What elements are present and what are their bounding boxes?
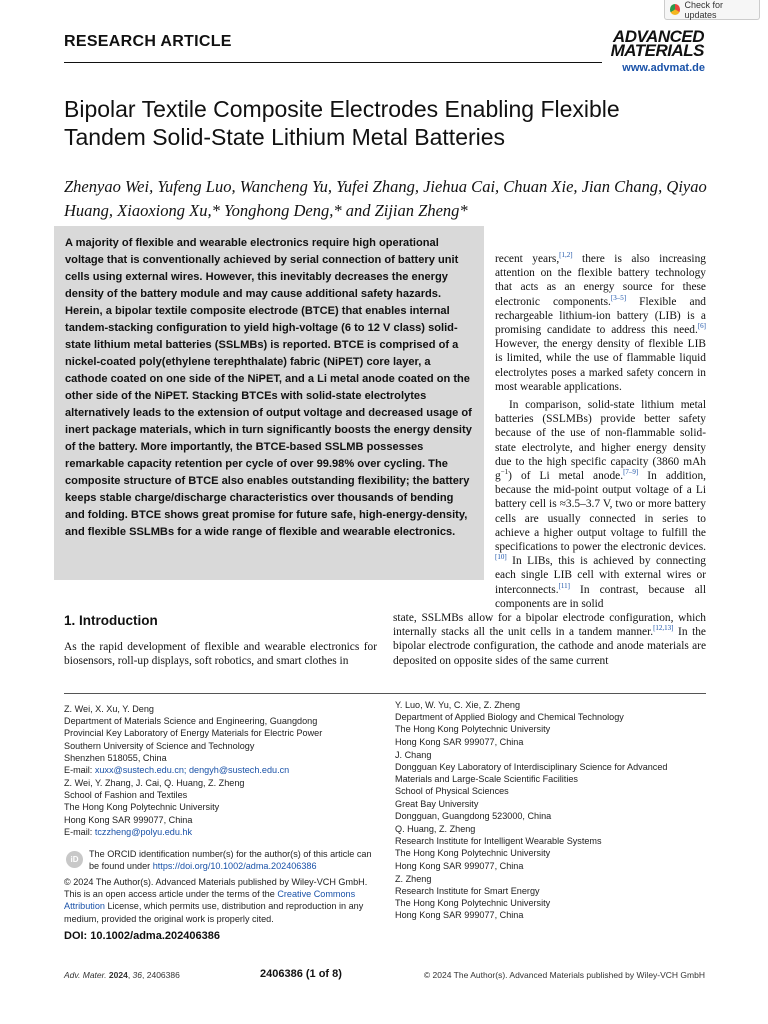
body-text: state, SSLMBs allow for a bipolar electrode configuration, which internally stacks all the unit cells in a tandem manner. [393,612,706,639]
affiliation-line: The Hong Kong Polytechnic University [395,848,551,859]
body-paragraph-2 [495,398,706,611]
affiliation-line: Great Bay University [395,798,479,809]
body-paragraph-3 [393,611,706,668]
citation-link[interactable]: [6] [697,322,706,331]
footer-volume: 36 [132,970,143,980]
journal-url-link[interactable]: www.advmat.de [622,62,705,74]
affiliation-right [395,699,706,922]
affiliation-line: Dongguan, Guangdong 523000, China [395,810,552,821]
license-text: © 2024 The Author(s). Advanced Materials published by Wiley-VCH GmbH. This is an open access article under the terms of the [64,877,368,900]
affiliation-line: Z. Wei, Y. Zhang, J. Cai, Q. Huang, Z. Zheng [64,778,245,788]
author-list: Zhenyao Wei, Yufeng Luo, Wancheng Yu, Yufei Zhang, Jiehua Cai, Chuan Xie, Jian Chang, Qiyao Huang, Xiaoxiong Xu,* Yonghong Deng,* and Zijian Zheng* [64,177,707,220]
introduction-heading: 1. Introduction [64,613,158,628]
body-text: In contrast, because all components are in solid [495,583,706,610]
affiliation-line: Hong Kong SAR 999077, China [395,736,524,747]
affiliation-line: Q. Huang, Z. Zheng [395,824,476,835]
affiliation-line: The Hong Kong Polytechnic University [64,802,220,813]
email-label: E-mail: [64,765,95,776]
affiliation-line: Dongguan Key Laboratory of Interdisciplinary Science for Advanced Materials and Large-Scale Scientific Facilities [395,762,668,785]
body-text: In comparison, solid-state lithium metal batteries (SSLMBs) provide better safety because of the use of non-flammable solid-state electrolyte, and higher energy density due to the high specific capacity (3860 mAh g [495,399,706,483]
doi-label[interactable]: DOI: 10.1002/adma.202406386 [64,930,220,942]
affiliation-group [395,749,706,822]
affiliation-line: The Hong Kong Polytechnic University [395,898,551,909]
citation-link[interactable]: [1,2] [559,251,573,260]
affiliation-left-1 [64,703,384,776]
affiliation-line: J. Chang [395,749,432,760]
citation-link[interactable]: [11] [558,581,570,590]
logo-line1: ADVANCED [612,27,704,46]
orcid-note [89,848,384,872]
abstract-box [54,226,484,580]
citation-link[interactable]: [12,13] [653,624,674,633]
affiliation-line: Department of Applied Biology and Chemical Technology [395,712,624,723]
footnote-rule [64,693,706,694]
affiliation-line: School of Physical Sciences [395,786,509,797]
affiliation-left-2 [64,777,384,838]
email-link[interactable]: xuxx@sustech.edu.cn; dengyh@sustech.edu.cn [94,765,290,776]
affiliation-line: Provincial Key Laboratory of Energy Materials for Electric Power [64,728,323,739]
orcid-link[interactable]: https://doi.org/10.1002/adma.202406386 [152,861,317,872]
affiliation-line: Hong Kong SAR 999077, China [395,910,524,921]
body-text: ) of Li metal anode. [508,470,624,483]
affiliation-group [395,823,706,872]
orcid-icon: iD [66,851,83,868]
license-text: License, which permits use, distribution and reproduction in any medium, provided the original work is properly cited. [64,901,364,924]
citation-link[interactable]: [7–9] [623,468,639,477]
journal-logo [610,27,704,60]
crossmark-icon [670,4,680,15]
affiliation-line: Southern University of Science and Technology [64,740,255,751]
header-rule [64,62,602,63]
email-label: E-mail: [64,826,95,837]
logo-line2: MATERIALS [610,41,704,60]
footer-copyright: © 2024 The Author(s). Advanced Materials published by Wiley-VCH GmbH [423,970,705,980]
affiliation-line: Hong Kong SAR 999077, China [395,860,524,871]
affiliation-line: Y. Luo, W. Yu, C. Xie, Z. Zheng [395,700,521,710]
affiliation-line: Department of Materials Science and Engineering, Guangdong [64,716,318,727]
body-text: In the bipolar electrode configuration, the cathode and anode materials are deposited on opposite sides of the same current [393,626,706,667]
affiliation-line: Research Institute for Smart Energy [395,886,540,897]
body-text: In addition, because the mid-point output voltage of a Li battery cell is ≈3.5–3.7 V, two or more battery cells are usually connected in series to achieve a higher output voltage to fulfill the specifications to power the electronic devices. [495,470,706,554]
email-line [64,826,384,838]
article-title: Bipolar Textile Composite Electrodes Enabling Flexible Tandem Solid-State Lithium Metal Batteries [64,96,620,150]
affiliation-line: The Hong Kong Polytechnic University [395,724,551,735]
affiliation-group [395,873,706,922]
abstract-text: A majority of flexible and wearable electronics require high operational voltage that is conventionally achieved by serial connection of battery unit cells using external wires. However, this inevitably decreases the energy density of the battery module and may cause additional safety hazards. Herein, a bipolar textile composite electrode (BTCE) that enables internal tandem-stacking configuration to yield high-voltage (6 to 12 V class) solid-state lithium metal batteries (SSLMBs) is reported. BTCE is comprised of a nickel-coated poly(ethylene terephthalate) fabric (NiPET) core layer, a cathode coated on one side of the NiPET, and a Li metal anode coated on the other side of the NiPET. Stacking BTCEs with solid-state electrolytes alternatively leads to the extension of output voltage and decreased usage of inert package materials, which in turn significantly boosts the energy density of the battery. More importantly, the BTCE-based SSLMB possesses remarkable capacity retention per cycle of over 99.98% over cycling. The composite structure of BTCE also enables outstanding flexibility; the battery keeps stable charge/discharge characteristics over thousands of bending and folding. BTCE shows great promise for future safe, high-energy-density, and flexible SSLMBs for a wide range of flexible and wearable electronics. [65,237,472,538]
body-paragraph-1 [495,252,706,394]
affiliation-line: Research Institute for Intelligent Wearable Systems [395,836,602,847]
unit-superscript: −1 [500,468,509,477]
body-text: Flexible and rechargeable lithium-ion battery (LIB) is a promising candidate to address this need. [495,295,706,337]
footer-year: 2024 [108,970,128,980]
affiliation-line: Z. Zheng [395,873,432,884]
affiliation-line: Shenzhen 518055, China [64,752,167,763]
affiliation-group [395,699,706,748]
license-link[interactable]: Creative Commons Attribution [64,889,356,912]
body-text: recent years, [495,253,560,265]
check-for-updates-label: Check for updates [684,0,723,20]
footer-citation: Adv. Mater. 2024, 36, 2406386 [64,970,180,980]
body-text: In LIBs, this is achieved by connecting each single LIB cell with external wires or interconnects. [495,555,706,596]
check-for-updates-button[interactable] [664,0,760,20]
citation-link[interactable]: [3–5] [610,293,627,302]
email-line [64,764,384,776]
footer-page: 2406386 (1 of 8) [260,968,342,980]
introduction-text: As the rapid development of flexible and wearable electronics for biosensors, roll-up displays, soft robotics, and smart clothes in [64,641,377,668]
section-label: RESEARCH ARTICLE [64,33,232,50]
affiliation-line: Hong Kong SAR 999077, China [64,814,193,825]
email-link[interactable]: tczzheng@polyu.edu.hk [94,826,193,837]
citation-link[interactable]: [10] [495,553,507,562]
affiliation-line: Z. Wei, X. Xu, Y. Deng [64,704,154,714]
footer-journal: Adv. Mater. [64,970,107,980]
license-note [64,876,382,925]
footer-article: , 2406386 [142,970,180,980]
affiliation-line: School of Fashion and Textiles [64,790,188,801]
body-text: there is also increasing attention on the flexible battery technology that acts as an energy source for these electronic components. [495,253,706,308]
body-text: However, the energy density of flexible LIB is limited, while the use of flammable liquid electrolytes poses a marked safety concern in most wearable applications. [495,338,706,393]
orcid-text: The ORCID identification number(s) for the author(s) of this article can be found under [89,849,372,872]
